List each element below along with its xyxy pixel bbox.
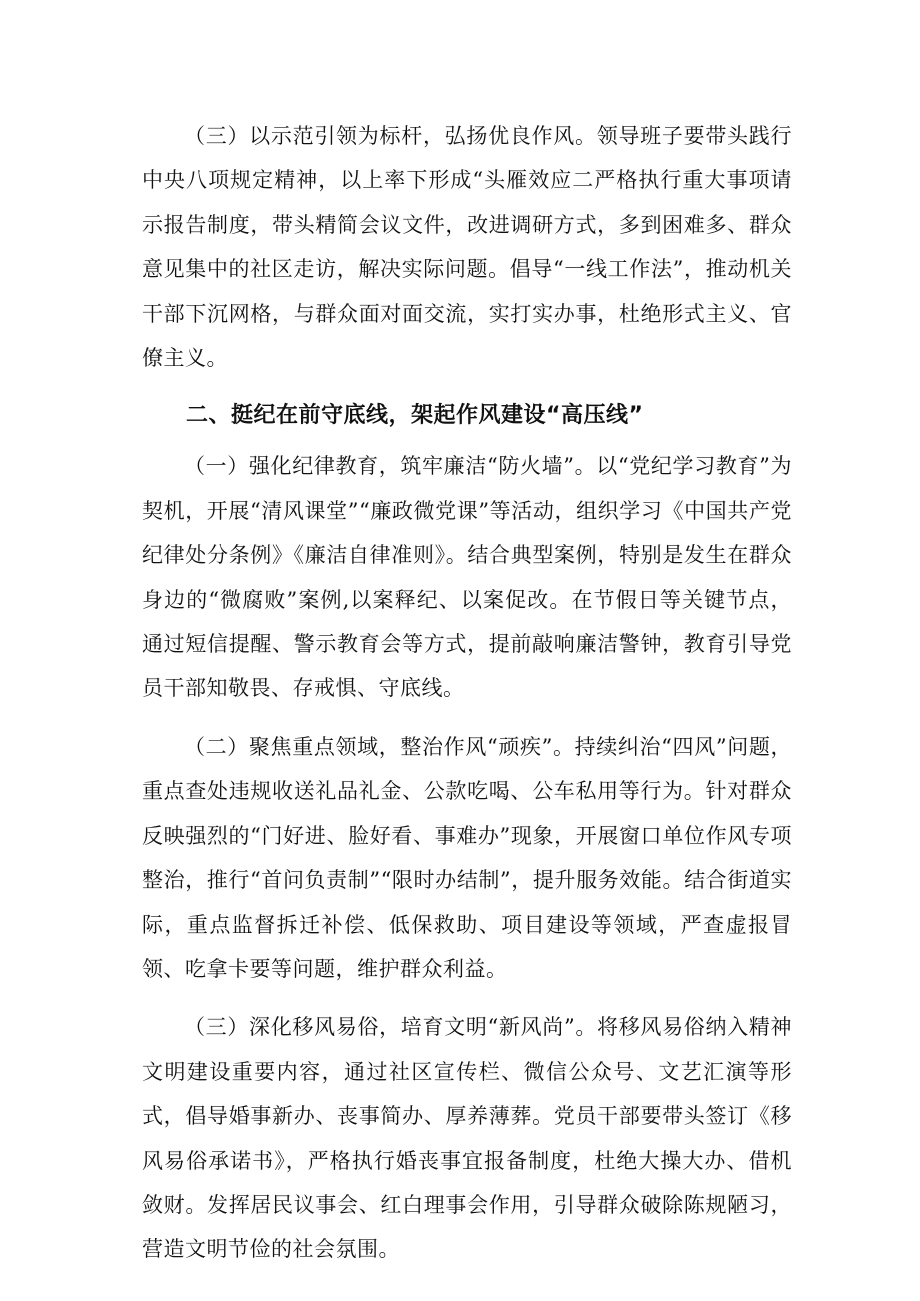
paragraph-section2-1: （一）强化纪律教育，筑牢廉洁“防火墙”。以“党纪学习教育”为契机，开展“清风课堂”“廉政微党课”等活动，组织学习《中国共产党纪律处分条例》《廉洁自律准则》。结合典型案例，特别是发生在群众身边的“微腐败”案例,以案释纪、以案促改。在节假日等关键节点，通过短信提醒、警示教育会等方式，提前敲响廉洁警钟，教育引导党员干部知敬畏、存戒惧、守底线。 (142, 454, 792, 701)
section-heading-2: 二、挺纪在前守底线，架起作风建设“高压线” (186, 403, 644, 429)
paragraph-section2-3: （三）深化移风易俗，培育文明“新风尚”。将移风易俗纳入精神文明建设重要内容，通过社区宣传栏、微信公众号、文艺汇演等形式，倡导婚事新办、丧事简办、厚养薄葬。党员干部要带头签订《移风易俗承诺书》，严格执行婚丧事宜报备制度，杜绝大操大办、借机敛财。发挥居民议事会、红白理事会作用，引导群众破除陈规陋习，营造文明节俭的社会氛围。 (142, 1015, 792, 1262)
paragraph-section2-2: （二）聚焦重点领域，整治作风“顽疾”。持续纠治“四风”问题，重点查处违规收送礼品礼金、公款吃喝、公车私用等行为。针对群众反映强烈的“门好进、脸好看、事难办”现象，开展窗口单位作风专项整治，推行“首问负责制”“限时办结制”，提升服务效能。结合街道实际，重点监督拆迁补偿、低保救助、项目建设等领域，严查虚报冒领、吃拿卡要等问题，维护群众利益。 (142, 734, 792, 981)
paragraph-section1-3: （三）以示范引领为标杆，弘扬优良作风。领导班子要带头践行中央八项规定精神，以上率下形成“头雁效应二严格执行重大事项请示报告制度，带头精简会议文件，改进调研方式，多到困难多、群众意见集中的社区走访，解决实际问题。倡导“一线工作法”，推动机关干部下沉网格，与群众面对面交流，实打实办事，杜绝形式主义、官僚主义。 (142, 124, 792, 371)
document-body (142, 114, 792, 1286)
